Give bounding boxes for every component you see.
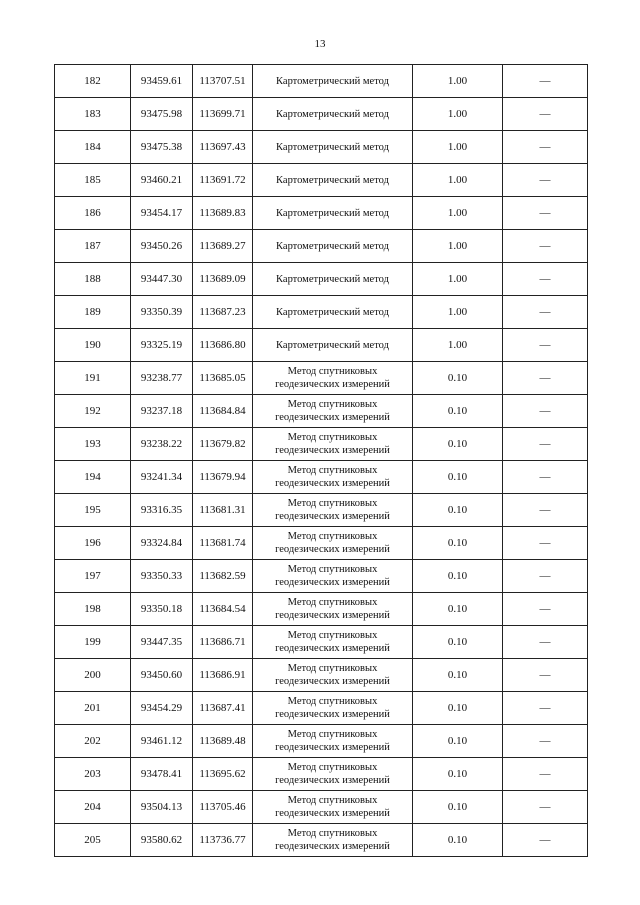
y-coordinate-cell: 113695.62: [193, 758, 253, 791]
accuracy-cell: 1.00: [413, 164, 503, 197]
table-body: [55, 65, 588, 857]
x-coordinate-cell: 93238.22: [131, 428, 193, 461]
table-row: [55, 197, 588, 230]
table-row: [55, 791, 588, 824]
note-cell: —: [503, 692, 588, 725]
method-cell: [253, 725, 413, 758]
accuracy-cell: 0.10: [413, 659, 503, 692]
y-coordinate-cell: 113686.80: [193, 329, 253, 362]
method-line-1: Метод спутниковых: [287, 663, 378, 674]
x-coordinate-cell: 93350.18: [131, 593, 193, 626]
method-line-2: геодезических измерений: [275, 445, 390, 456]
method-cell: [253, 824, 413, 857]
point-number-cell: 200: [55, 659, 131, 692]
accuracy-cell: 0.10: [413, 758, 503, 791]
note-cell: —: [503, 197, 588, 230]
method-line-1: Метод спутниковых: [287, 696, 378, 707]
method-line-2: геодезических измерений: [275, 676, 390, 687]
method-cell: Картометрический метод: [253, 98, 413, 131]
point-number-cell: 196: [55, 527, 131, 560]
method-line-1: Метод спутниковых: [287, 762, 378, 773]
point-number-cell: 204: [55, 791, 131, 824]
point-number-cell: 191: [55, 362, 131, 395]
y-coordinate-cell: 113687.23: [193, 296, 253, 329]
table-row: [55, 329, 588, 362]
note-cell: —: [503, 626, 588, 659]
x-coordinate-cell: 93475.38: [131, 131, 193, 164]
y-coordinate-cell: 113707.51: [193, 65, 253, 98]
table-row: [55, 494, 588, 527]
method-line-2: геодезических измерений: [275, 742, 390, 753]
x-coordinate-cell: 93237.18: [131, 395, 193, 428]
method-cell: [253, 593, 413, 626]
x-coordinate-cell: 93447.35: [131, 626, 193, 659]
method-line-2: геодезических измерений: [275, 544, 390, 555]
point-number-cell: 183: [55, 98, 131, 131]
accuracy-cell: 1.00: [413, 131, 503, 164]
note-cell: —: [503, 593, 588, 626]
accuracy-cell: 0.10: [413, 395, 503, 428]
method-line-1: Метод спутниковых: [287, 729, 378, 740]
method-cell: [253, 527, 413, 560]
x-coordinate-cell: 93447.30: [131, 263, 193, 296]
point-number-cell: 201: [55, 692, 131, 725]
table-row: [55, 131, 588, 164]
method-cell: Картометрический метод: [253, 65, 413, 98]
note-cell: —: [503, 395, 588, 428]
x-coordinate-cell: 93350.39: [131, 296, 193, 329]
method-line-2: геодезических измерений: [275, 610, 390, 621]
method-cell: [253, 791, 413, 824]
x-coordinate-cell: 93241.34: [131, 461, 193, 494]
y-coordinate-cell: 113686.71: [193, 626, 253, 659]
table-row: [55, 758, 588, 791]
x-coordinate-cell: 93461.12: [131, 725, 193, 758]
method-cell: [253, 362, 413, 395]
accuracy-cell: 0.10: [413, 725, 503, 758]
accuracy-cell: 1.00: [413, 230, 503, 263]
y-coordinate-cell: 113705.46: [193, 791, 253, 824]
point-number-cell: 188: [55, 263, 131, 296]
note-cell: —: [503, 362, 588, 395]
note-cell: —: [503, 725, 588, 758]
point-number-cell: 192: [55, 395, 131, 428]
method-line-2: геодезических измерений: [275, 808, 390, 819]
point-number-cell: 194: [55, 461, 131, 494]
table-row: [55, 296, 588, 329]
method-line-1: Метод спутниковых: [287, 465, 378, 476]
y-coordinate-cell: 113736.77: [193, 824, 253, 857]
method-line-2: геодезических измерений: [275, 412, 390, 423]
method-cell: Картометрический метод: [253, 197, 413, 230]
point-number-cell: 182: [55, 65, 131, 98]
accuracy-cell: 1.00: [413, 296, 503, 329]
point-number-cell: 187: [55, 230, 131, 263]
y-coordinate-cell: 113679.94: [193, 461, 253, 494]
y-coordinate-cell: 113689.83: [193, 197, 253, 230]
method-line-2: геодезических измерений: [275, 379, 390, 390]
accuracy-cell: 0.10: [413, 362, 503, 395]
point-number-cell: 197: [55, 560, 131, 593]
method-line-1: Метод спутниковых: [287, 498, 378, 509]
table-row: [55, 65, 588, 98]
note-cell: —: [503, 98, 588, 131]
x-coordinate-cell: 93238.77: [131, 362, 193, 395]
x-coordinate-cell: 93504.13: [131, 791, 193, 824]
point-number-cell: 184: [55, 131, 131, 164]
x-coordinate-cell: 93478.41: [131, 758, 193, 791]
x-coordinate-cell: 93580.62: [131, 824, 193, 857]
table-row: [55, 725, 588, 758]
method-line-1: Метод спутниковых: [287, 399, 378, 410]
point-number-cell: 190: [55, 329, 131, 362]
x-coordinate-cell: 93475.98: [131, 98, 193, 131]
method-line-1: Метод спутниковых: [287, 597, 378, 608]
method-cell: [253, 494, 413, 527]
method-cell: [253, 659, 413, 692]
accuracy-cell: 1.00: [413, 98, 503, 131]
method-cell: [253, 560, 413, 593]
method-line-2: геодезических измерений: [275, 841, 390, 852]
method-cell: [253, 758, 413, 791]
method-line-1: Метод спутниковых: [287, 564, 378, 575]
accuracy-cell: 1.00: [413, 197, 503, 230]
note-cell: —: [503, 560, 588, 593]
accuracy-cell: 0.10: [413, 527, 503, 560]
y-coordinate-cell: 113684.84: [193, 395, 253, 428]
method-line-1: Метод спутниковых: [287, 531, 378, 542]
note-cell: —: [503, 230, 588, 263]
method-line-2: геодезических измерений: [275, 709, 390, 720]
method-cell: Картометрический метод: [253, 329, 413, 362]
method-cell: [253, 626, 413, 659]
table-row: [55, 98, 588, 131]
table-row: [55, 362, 588, 395]
y-coordinate-cell: 113689.27: [193, 230, 253, 263]
method-line-2: геодезических измерений: [275, 478, 390, 489]
y-coordinate-cell: 113689.48: [193, 725, 253, 758]
accuracy-cell: 0.10: [413, 494, 503, 527]
table-row: [55, 692, 588, 725]
point-number-cell: 195: [55, 494, 131, 527]
point-number-cell: 193: [55, 428, 131, 461]
y-coordinate-cell: 113681.74: [193, 527, 253, 560]
note-cell: —: [503, 461, 588, 494]
accuracy-cell: 1.00: [413, 263, 503, 296]
point-number-cell: 199: [55, 626, 131, 659]
x-coordinate-cell: 93325.19: [131, 329, 193, 362]
method-line-1: Метод спутниковых: [287, 630, 378, 641]
method-line-2: геодезических измерений: [275, 577, 390, 588]
accuracy-cell: 0.10: [413, 824, 503, 857]
y-coordinate-cell: 113686.91: [193, 659, 253, 692]
note-cell: —: [503, 329, 588, 362]
note-cell: —: [503, 65, 588, 98]
method-cell: Картометрический метод: [253, 164, 413, 197]
table-row: [55, 428, 588, 461]
table-row: [55, 164, 588, 197]
y-coordinate-cell: 113687.41: [193, 692, 253, 725]
accuracy-cell: 1.00: [413, 329, 503, 362]
page-number: 13: [314, 38, 326, 50]
note-cell: —: [503, 527, 588, 560]
x-coordinate-cell: 93454.29: [131, 692, 193, 725]
table-row: [55, 395, 588, 428]
accuracy-cell: 0.10: [413, 692, 503, 725]
point-number-cell: 186: [55, 197, 131, 230]
coordinates-table: [54, 64, 588, 857]
method-line-1: Метод спутниковых: [287, 795, 378, 806]
note-cell: —: [503, 494, 588, 527]
table-row: [55, 527, 588, 560]
method-cell: Картометрический метод: [253, 263, 413, 296]
y-coordinate-cell: 113684.54: [193, 593, 253, 626]
accuracy-cell: 1.00: [413, 65, 503, 98]
accuracy-cell: 0.10: [413, 428, 503, 461]
method-line-2: геодезических измерений: [275, 643, 390, 654]
note-cell: —: [503, 791, 588, 824]
table-row: [55, 593, 588, 626]
point-number-cell: 205: [55, 824, 131, 857]
table-row: [55, 560, 588, 593]
table-row: [55, 461, 588, 494]
x-coordinate-cell: 93324.84: [131, 527, 193, 560]
note-cell: —: [503, 428, 588, 461]
method-cell: [253, 395, 413, 428]
y-coordinate-cell: 113679.82: [193, 428, 253, 461]
method-line-1: Метод спутниковых: [287, 828, 378, 839]
x-coordinate-cell: 93459.61: [131, 65, 193, 98]
method-line-2: геодезических измерений: [275, 511, 390, 522]
method-cell: Картометрический метод: [253, 131, 413, 164]
x-coordinate-cell: 93450.26: [131, 230, 193, 263]
table-row: [55, 824, 588, 857]
accuracy-cell: 0.10: [413, 461, 503, 494]
method-cell: [253, 692, 413, 725]
y-coordinate-cell: 113699.71: [193, 98, 253, 131]
table-row: [55, 626, 588, 659]
point-number-cell: 198: [55, 593, 131, 626]
method-line-2: геодезических измерений: [275, 775, 390, 786]
method-cell: [253, 461, 413, 494]
note-cell: —: [503, 824, 588, 857]
y-coordinate-cell: 113697.43: [193, 131, 253, 164]
method-line-1: Метод спутниковых: [287, 432, 378, 443]
accuracy-cell: 0.10: [413, 593, 503, 626]
accuracy-cell: 0.10: [413, 626, 503, 659]
x-coordinate-cell: 93316.35: [131, 494, 193, 527]
y-coordinate-cell: 113689.09: [193, 263, 253, 296]
x-coordinate-cell: 93350.33: [131, 560, 193, 593]
point-number-cell: 202: [55, 725, 131, 758]
x-coordinate-cell: 93454.17: [131, 197, 193, 230]
note-cell: —: [503, 263, 588, 296]
point-number-cell: 203: [55, 758, 131, 791]
accuracy-cell: 0.10: [413, 791, 503, 824]
note-cell: —: [503, 758, 588, 791]
table-row: [55, 263, 588, 296]
method-line-1: Метод спутниковых: [287, 366, 378, 377]
point-number-cell: 189: [55, 296, 131, 329]
note-cell: —: [503, 164, 588, 197]
x-coordinate-cell: 93460.21: [131, 164, 193, 197]
y-coordinate-cell: 113685.05: [193, 362, 253, 395]
note-cell: —: [503, 131, 588, 164]
method-cell: Картометрический метод: [253, 230, 413, 263]
point-number-cell: 185: [55, 164, 131, 197]
y-coordinate-cell: 113681.31: [193, 494, 253, 527]
note-cell: —: [503, 659, 588, 692]
method-cell: [253, 428, 413, 461]
note-cell: —: [503, 296, 588, 329]
table-row: [55, 659, 588, 692]
x-coordinate-cell: 93450.60: [131, 659, 193, 692]
table-row: [55, 230, 588, 263]
accuracy-cell: 0.10: [413, 560, 503, 593]
y-coordinate-cell: 113691.72: [193, 164, 253, 197]
y-coordinate-cell: 113682.59: [193, 560, 253, 593]
method-cell: Картометрический метод: [253, 296, 413, 329]
